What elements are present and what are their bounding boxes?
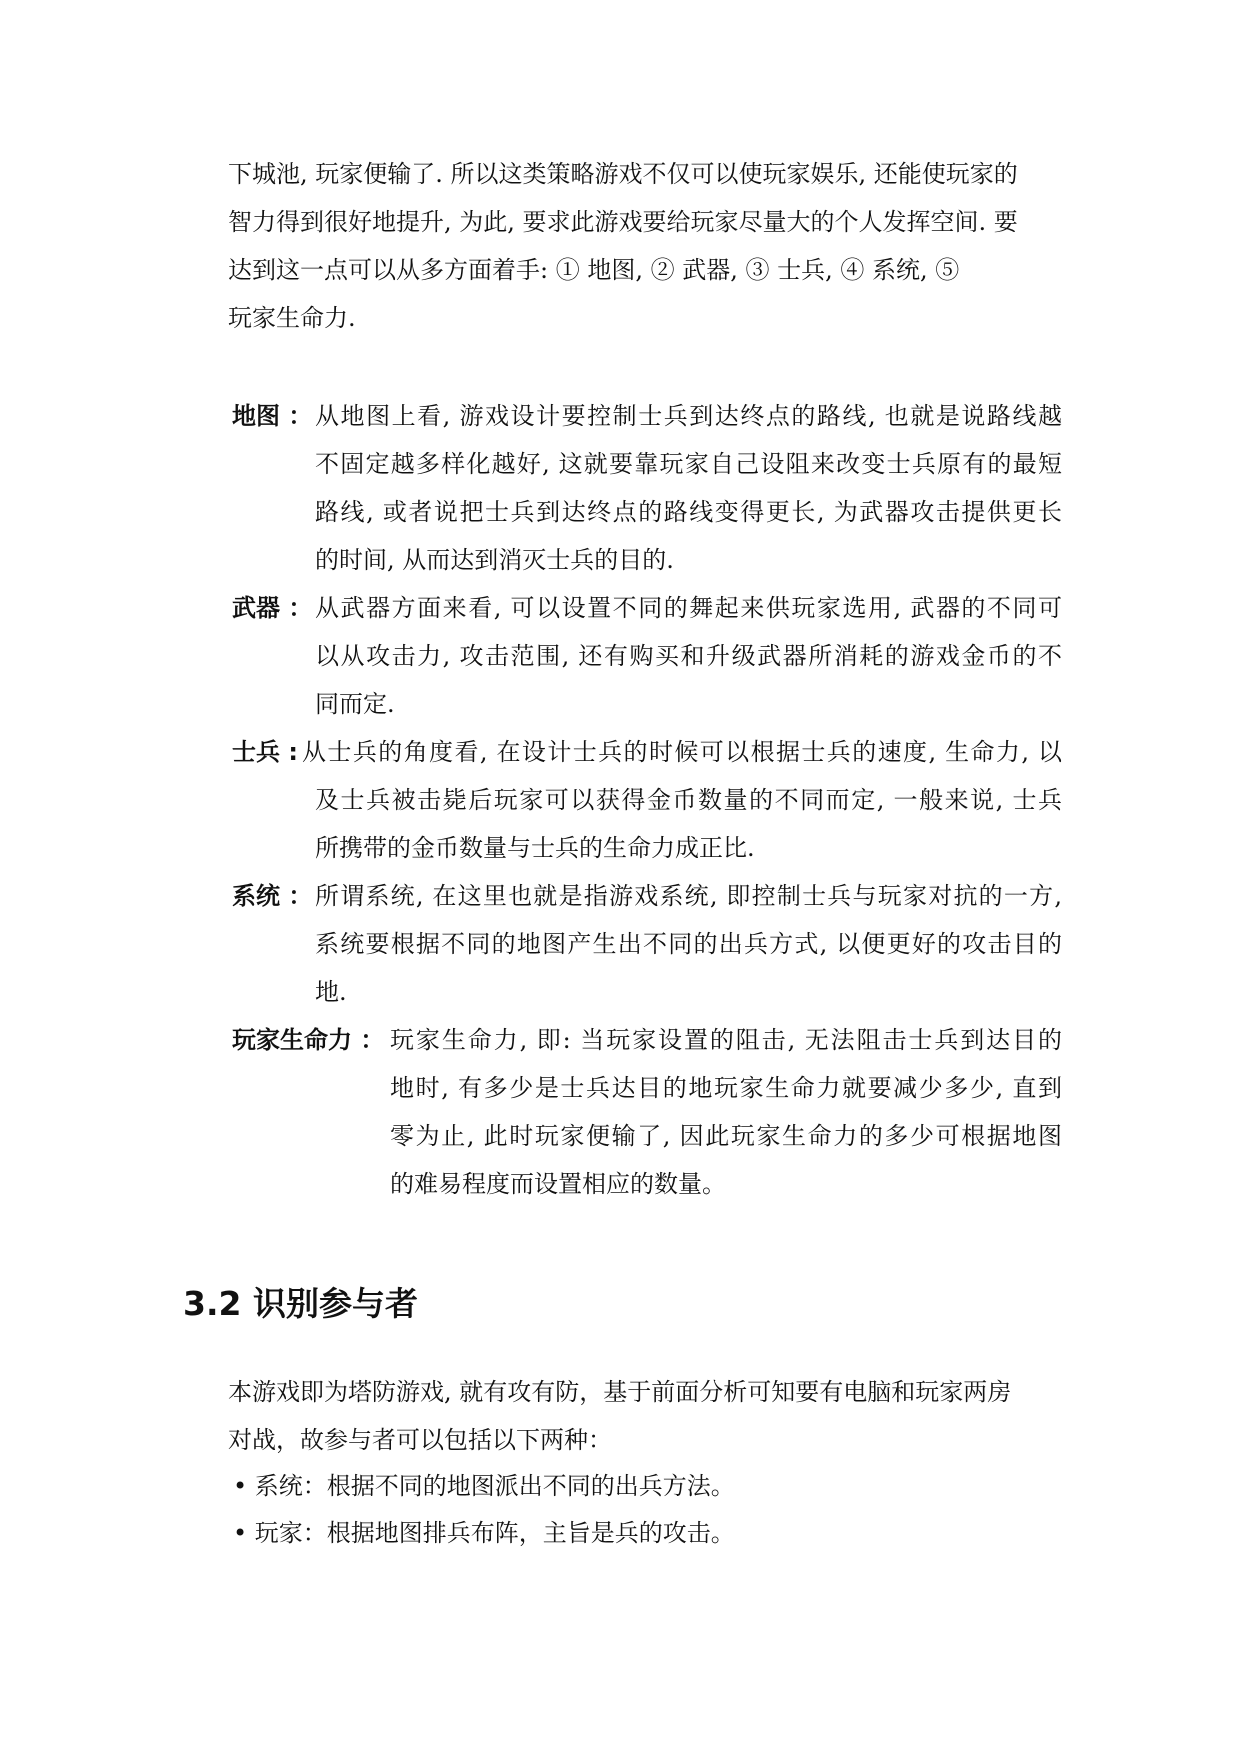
term-text: 不固定越多样化越好, 这就要靠玩家自己设阻来改变士兵原有的最短	[315, 450, 1062, 478]
term-label: 地图 ：	[232, 402, 313, 430]
term-text: 的难易程度而设置相应的数量。	[390, 1170, 726, 1198]
term-system	[232, 872, 1062, 1016]
term-text: 零为止, 此时玩家便输了, 因此玩家生命力的多少可根据地图	[390, 1122, 1062, 1150]
term-label: 系统 ：	[232, 882, 313, 910]
term-soldier	[232, 728, 1062, 872]
text-line: 下城池, 玩家便输了. 所以这类策略游戏不仅可以使玩家娱乐, 还能使玩家的	[228, 160, 1018, 188]
section-intro-paragraph	[228, 1368, 1058, 1464]
list-item: • 系统：根据不同的地图派出不同的出兵方法。	[233, 1472, 735, 1500]
term-text: 同而定.	[315, 690, 395, 718]
term-weapon	[232, 584, 1062, 728]
term-text: 地.	[315, 978, 347, 1006]
term-map	[232, 392, 1062, 584]
term-text: 以从攻击力, 攻击范围, 还有购买和升级武器所消耗的游戏金币的不	[315, 642, 1062, 670]
term-text: 玩家生命力, 即: 当玩家设置的阻击, 无法阻击士兵到达目的	[390, 1026, 1062, 1054]
section-heading: 3.2 识别参与者	[183, 1284, 418, 1323]
list-item: • 玩家：根据地图排兵布阵，主旨是兵的攻击。	[233, 1519, 735, 1547]
text-line: 对战，故参与者可以包括以下两种：	[228, 1426, 612, 1454]
intro-paragraph	[228, 150, 1058, 342]
text-line: 智力得到很好地提升, 为此, 要求此游戏要给玩家尽量大的个人发挥空间. 要	[228, 208, 1018, 236]
term-text: 地时, 有多少是士兵达目的地玩家生命力就要减少多少, 直到	[390, 1074, 1062, 1102]
term-text: 从武器方面来看, 可以设置不同的舞起来供玩家选用, 武器的不同可	[315, 594, 1062, 622]
term-text: 从士兵的角度看, 在设计士兵的时候可以根据士兵的速度, 生命力, 以	[302, 738, 1062, 766]
term-label: 玩家生命力 ：	[232, 1026, 385, 1054]
term-text: 的时间, 从而达到消灭士兵的目的.	[315, 546, 674, 574]
term-label: 武器 ：	[232, 594, 313, 622]
text-line: 玩家生命力.	[228, 304, 356, 332]
text-line: 达到这一点可以从多方面着手: ① 地图, ② 武器, ③ 士兵, ④ 系统, ⑤	[228, 256, 960, 284]
term-player-life	[232, 1016, 1062, 1208]
term-text: 及士兵被击毙后玩家可以获得金币数量的不同而定, 一般来说, 士兵	[315, 786, 1062, 814]
term-label: 士兵 :	[232, 738, 298, 766]
term-text: 从地图上看, 游戏设计要控制士兵到达终点的路线, 也就是说路线越	[315, 402, 1062, 430]
term-text: 所谓系统, 在这里也就是指游戏系统, 即控制士兵与玩家对抗的一方,	[315, 882, 1062, 910]
text-line: 本游戏即为塔防游戏, 就有攻有防，基于前面分析可知要有电脑和玩家两房	[228, 1378, 1012, 1406]
term-text: 路线, 或者说把士兵到达终点的路线变得更长, 为武器攻击提供更长	[315, 498, 1062, 526]
term-text: 所携带的金币数量与士兵的生命力成正比.	[315, 834, 755, 862]
term-text: 系统要根据不同的地图产生出不同的出兵方式, 以便更好的攻击目的	[315, 930, 1062, 958]
